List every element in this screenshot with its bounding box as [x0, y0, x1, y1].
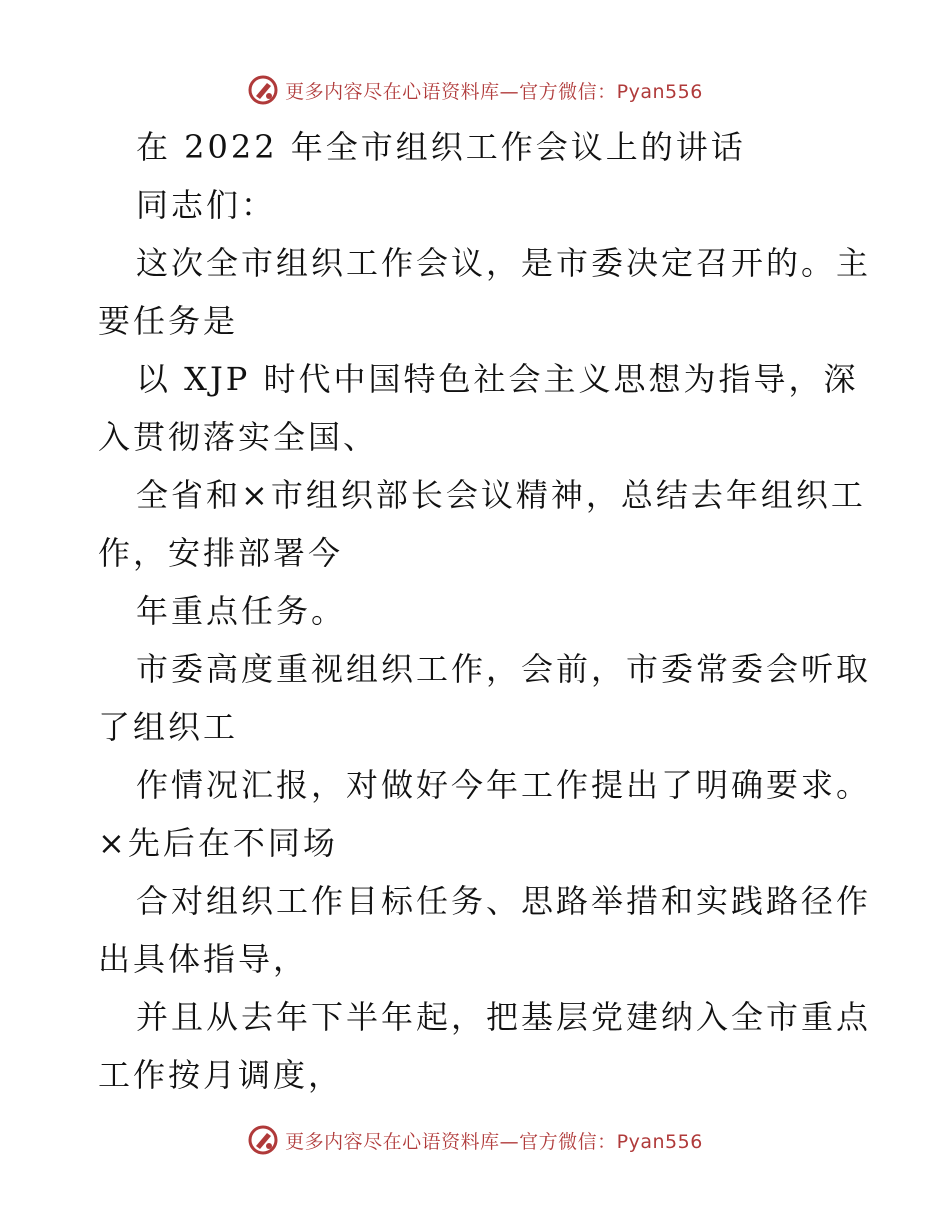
- paragraph-line: 要任务是: [98, 302, 239, 340]
- paragraph-line: 了组织工: [98, 708, 239, 746]
- paragraph-line: 市委高度重视组织工作，会前，市委常委会听取: [136, 650, 872, 688]
- watermark-text: 更多内容尽在心语资料库—官方微信：Pyan556: [285, 1130, 703, 1153]
- paragraph-line: 入贯彻落实全国、: [98, 418, 379, 456]
- watermark-footer: [0, 1120, 950, 1160]
- paragraph-line: 年重点任务。: [136, 592, 347, 630]
- paragraph-line: ×先后在不同场: [98, 824, 338, 862]
- document-title: 在 2022 年全市组织工作会议上的讲话: [136, 128, 746, 166]
- paragraph-line: 工作按月调度，: [98, 1056, 344, 1094]
- paragraph-line: 作，安排部署今: [98, 534, 344, 572]
- paragraph-line: 这次全市组织工作会议，是市委决定召开的。主: [136, 244, 872, 282]
- watermark-header: [0, 70, 950, 110]
- paragraph-line: 出具体指导，: [98, 940, 309, 978]
- pen-logo-icon: [247, 74, 279, 106]
- paragraph-line: 全省和×市组织部长会议精神，总结去年组织工: [136, 476, 866, 514]
- watermark-text: 更多内容尽在心语资料库—官方微信：Pyan556: [285, 80, 703, 103]
- paragraph-line: 作情况汇报，对做好今年工作提出了明确要求。: [136, 766, 872, 804]
- pen-logo-icon: [247, 1124, 279, 1156]
- paragraph-line: 合对组织工作目标任务、思路举措和实践路径作: [136, 882, 872, 920]
- document-body: [98, 118, 872, 1104]
- salutation: 同志们：: [136, 186, 277, 224]
- paragraph-line: 以 XJP 时代中国特色社会主义思想为指导，深: [136, 360, 859, 398]
- paragraph-line: 并且从去年下半年起，把基层党建纳入全市重点: [136, 998, 872, 1036]
